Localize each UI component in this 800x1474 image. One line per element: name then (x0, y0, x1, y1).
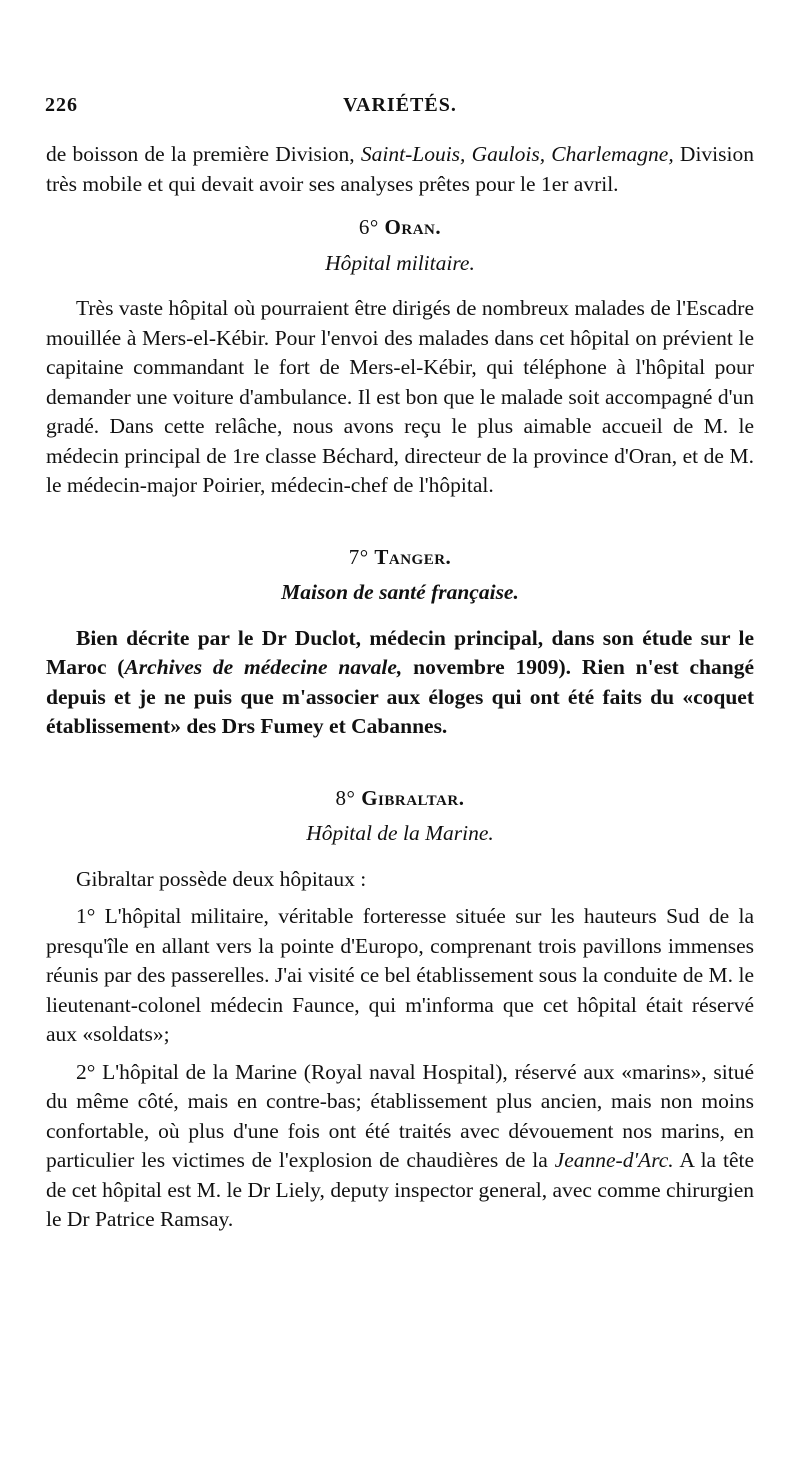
section-8-item-1: 1° L'hôpital militaire, véritable forteresse située sur les hauteurs Sud de la presqu'île en allant vers la pointe d'Europo, comprenant trois pavillons immenses réunis par des passerelles. J'ai visité ce bel établissement sous la conduite de M. le lieutenant-colonel médecin Faunce, qui m'informa que cet hôpital était réservé aux «soldats»; (46, 904, 754, 1046)
page-number: 226 (45, 94, 78, 116)
section-7-text: Bien décrite par le Dr Duclot, médecin principal, dans son étude sur le Maroc ( (46, 625, 754, 679)
spacer (46, 501, 754, 529)
intro-text: de boisson de la première Division, (46, 142, 361, 166)
section-7-heading (46, 543, 754, 573)
intro-text-continued: Division très mobile et qui devait avoir ses analyses prêtes pour le 1er avril. (46, 142, 754, 196)
section-6-paragraph: Très vaste hôpital où pourraient être dirigés de nombreux malades de l'Escadre mouillée à Mers-el-Kébir. Pour l'envoi des malades dans cet hôpital on prévient le capitaine commandant le fort de Mers-el-Kébir, qui téléphone à l'hôpital pour demander une voiture d'ambulance. Il est bon que le malade soit accompagné d'un gradé. Dans cette relâche, nous avons reçu le plus aimable accueil de M. le médecin principal de 1re classe Béchard, directeur de la province d'Oran, et de M. le médecin-major Poirier, médecin-chef de l'hôpital. (46, 296, 754, 497)
section-place: Gibraltar. (361, 785, 465, 810)
section-8-intro: Gibraltar possède deux hôpitaux : (76, 866, 367, 891)
spacer (46, 742, 754, 770)
section-7-subtitle: Maison de santé française. (281, 580, 519, 604)
section-number: 7° (348, 544, 369, 569)
intro-paragraph (46, 140, 754, 199)
section-number: 8° (335, 785, 356, 810)
section-8-item-2-text-continued: A la tête de cet hôpital est M. le Dr Liely, deputy inspector general, avec comme chirurgien le Dr Patrice Ramsay. (46, 1148, 754, 1231)
section-8-item-2-text: 2° L'hôpital de la Marine (Royal naval Hospital), réservé aux «marins», situé du même côté, mais en contre-bas; établissement plus ancien, mais non moins confortable, où plus d'une fois ont été traités avec dévouement nos marins, en particulier les victimes de l'explosion de chaudières de la (46, 1059, 754, 1172)
running-title: VARIÉTÉS. (343, 94, 457, 116)
section-place: Oran. (384, 215, 442, 239)
section-6-heading (46, 213, 754, 243)
page-body (46, 140, 754, 1235)
section-place: Tanger. (374, 544, 452, 569)
section-6-subtitle: Hôpital militaire. (325, 250, 475, 275)
ship-names: Saint-Louis, Gaulois, Charlemagne, (360, 142, 674, 166)
section-7-text-continued: novembre 1909). Rien n'est changé depuis et je ne puis que m'associer aux éloges qui ont été faits du «coquet établissement» des Drs Fumey et Cabannes. (46, 655, 754, 738)
page-header (45, 94, 755, 124)
section-8-subtitle: Hôpital de la Marine. (306, 821, 494, 845)
ship-name: Jeanne-d'Arc. (554, 1148, 674, 1172)
section-8-heading (46, 784, 754, 814)
section-8-item-2 (46, 1058, 754, 1235)
journal-title: Archives de médecine navale, (124, 655, 403, 679)
section-7-paragraph (46, 624, 754, 742)
section-number: 6° (358, 215, 379, 239)
